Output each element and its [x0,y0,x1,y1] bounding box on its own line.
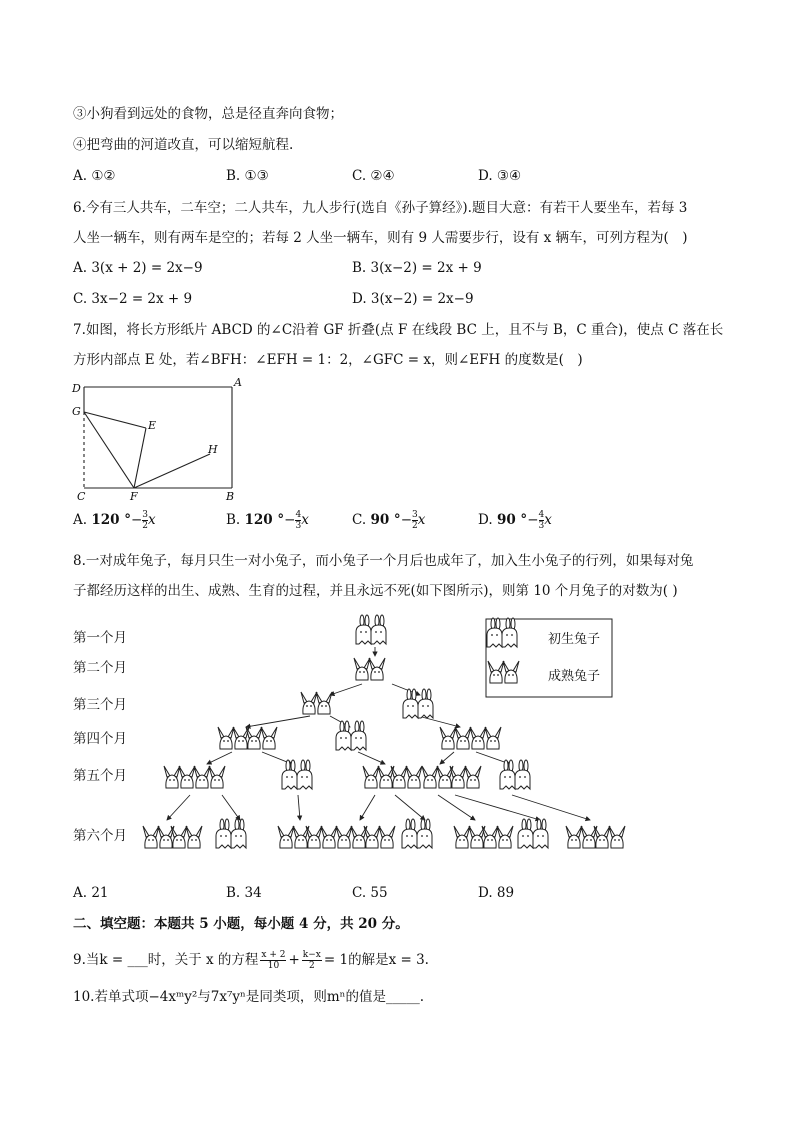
q5-item-4: ④把弯曲的河道改直，可以缩短航程. [73,137,294,153]
q6-stem-line1: 6.今有三人共车，二车空；二人共车，九人步行(选自《孙子算经》).题目大意：有若干人要坐车，若每 3 [73,200,688,216]
label-c: C [77,490,86,502]
adult-rabbit-pair [354,658,385,680]
q5-item-3: ③小狗看到远处的食物，总是径直奔向食物； [73,106,343,122]
month-label-3: 第三个月 [73,697,127,713]
month-label-1: 第一个月 [73,630,127,646]
adult-rabbit-pair [164,766,195,788]
adult-rabbit-pair [364,826,395,848]
q5-option-d: D. ③④ [478,168,522,184]
month-label-4: 第四个月 [73,731,127,747]
adult-rabbit-pair [336,826,367,848]
baby-rabbit-pair [500,760,530,789]
adult-rabbit-pair [246,727,277,749]
q9-stem: 9.当k = ___时，关于 x 的方程 $\frac{x + 2}{10}$ + $\frac{k-x}{2}$ = 1的解是x = 3. [73,950,429,971]
baby-rabbit-pair [518,819,548,848]
q7-option-a: A. 120 °− $\frac{3}{2}$ x [73,510,156,531]
baby-rabbit-pair [356,615,386,644]
adult-rabbit-pair [470,727,501,749]
q7-option-b: B. 120 °− $\frac{4}{3}$ x [226,510,309,531]
q5-option-b: B. ①③ [226,168,269,184]
label-g: G [72,405,81,418]
q7-option-c: C. 90 °− $\frac{3}{2}$ x [352,510,426,531]
adult-rabbit-pair [218,727,249,749]
q6-option-a: A. 3(x + 2) = 2x−9 [73,260,203,276]
adult-rabbit-pair [278,826,309,848]
baby-rabbit-pair [216,819,246,848]
label-e: E [148,419,157,432]
q5-option-a: A. ①② [73,168,116,184]
month-label-6: 第六个月 [73,828,127,844]
q8-stem-line2: 子都经历这样的出生、成熟、生育的过程，并且永远不死(如下图所示)，则第 10 个月兔子的对数为( ) [73,583,678,599]
baby-rabbit-pair [487,618,517,647]
q8-option-d: D. 89 [478,885,515,901]
adult-rabbit-pair [454,826,485,848]
q6-stem-line2: 人坐一辆车，则有两车是空的；若每 2 人坐一辆车，则有 9 人需要步行，设有 x 辆车，可列方程为( ) [73,230,688,246]
adult-rabbit-pair [391,766,422,788]
adult-rabbit-pair [422,766,453,788]
q8-stem-line1: 8.一对成年兔子，每月只生一对小兔子，而小兔子一个月后也成年了，加入生小兔子的行列，如果每对兔 [73,553,694,569]
section-2-title: 二、填空题：本题共 5 小题，每小题 4 分，共 20 分。 [73,916,409,932]
adult-rabbit-pair [566,826,597,848]
adult-rabbit-pair [450,766,481,788]
baby-rabbit-pair [282,760,312,789]
rabbit-tree-figure [0,600,794,870]
label-h: H [208,443,218,456]
adult-rabbit-pair [306,826,337,848]
adult-rabbit-pair [171,826,202,848]
baby-rabbit-pair [403,689,433,718]
q8-option-a: A. 21 [73,885,109,901]
legend-adult-label: 成熟兔子 [548,669,601,684]
q6-option-c: C. 3x−2 = 2x + 9 [73,291,193,307]
q10-stem: 10.若单式项−4xᵐy²与7x⁷yⁿ是同类项，则mⁿ的值是_____. [73,989,425,1005]
label-a: A [234,378,242,389]
adult-rabbit-pair [363,766,394,788]
adult-rabbit-pair [594,826,625,848]
adult-rabbit-pair [440,727,471,749]
adult-rabbit-pair [488,661,519,683]
q7-stem-line1: 7.如图，将长方形纸片 ABCD 的∠C沿着 GF 折叠(点 F 在线段 BC 上，且不与 B，C 重合)，使点 C 落在长 [73,322,724,338]
adult-rabbit-pair [301,692,332,714]
label-b: B [226,490,235,502]
legend-baby-label: 初生兔子 [548,632,601,647]
q7-option-d: D. 90 °− $\frac{4}{3}$ x [478,510,552,531]
q6-option-b: B. 3(x−2) = 2x + 9 [352,260,482,276]
label-f: F [130,490,138,502]
month-label-5: 第五个月 [73,768,127,784]
adult-rabbit-pair [143,826,174,848]
adult-rabbit-pair [194,766,225,788]
q8-option-c: C. 55 [352,885,388,901]
baby-rabbit-pair [402,819,432,848]
adult-rabbit-pair [482,826,513,848]
q7-stem-line2: 方形内部点 E 处，若∠BFH：∠EFH = 1：2，∠GFC = x，则∠EFH 的度数是( ) [73,352,583,368]
baby-rabbit-pair [336,721,366,750]
q7-geometry-figure [66,378,246,502]
q5-option-c: C. ②④ [352,168,395,184]
label-d: D [72,382,81,395]
q8-option-b: B. 34 [226,885,262,901]
month-label-2: 第二个月 [73,660,127,676]
q6-option-d: D. 3(x−2) = 2x−9 [352,291,474,307]
